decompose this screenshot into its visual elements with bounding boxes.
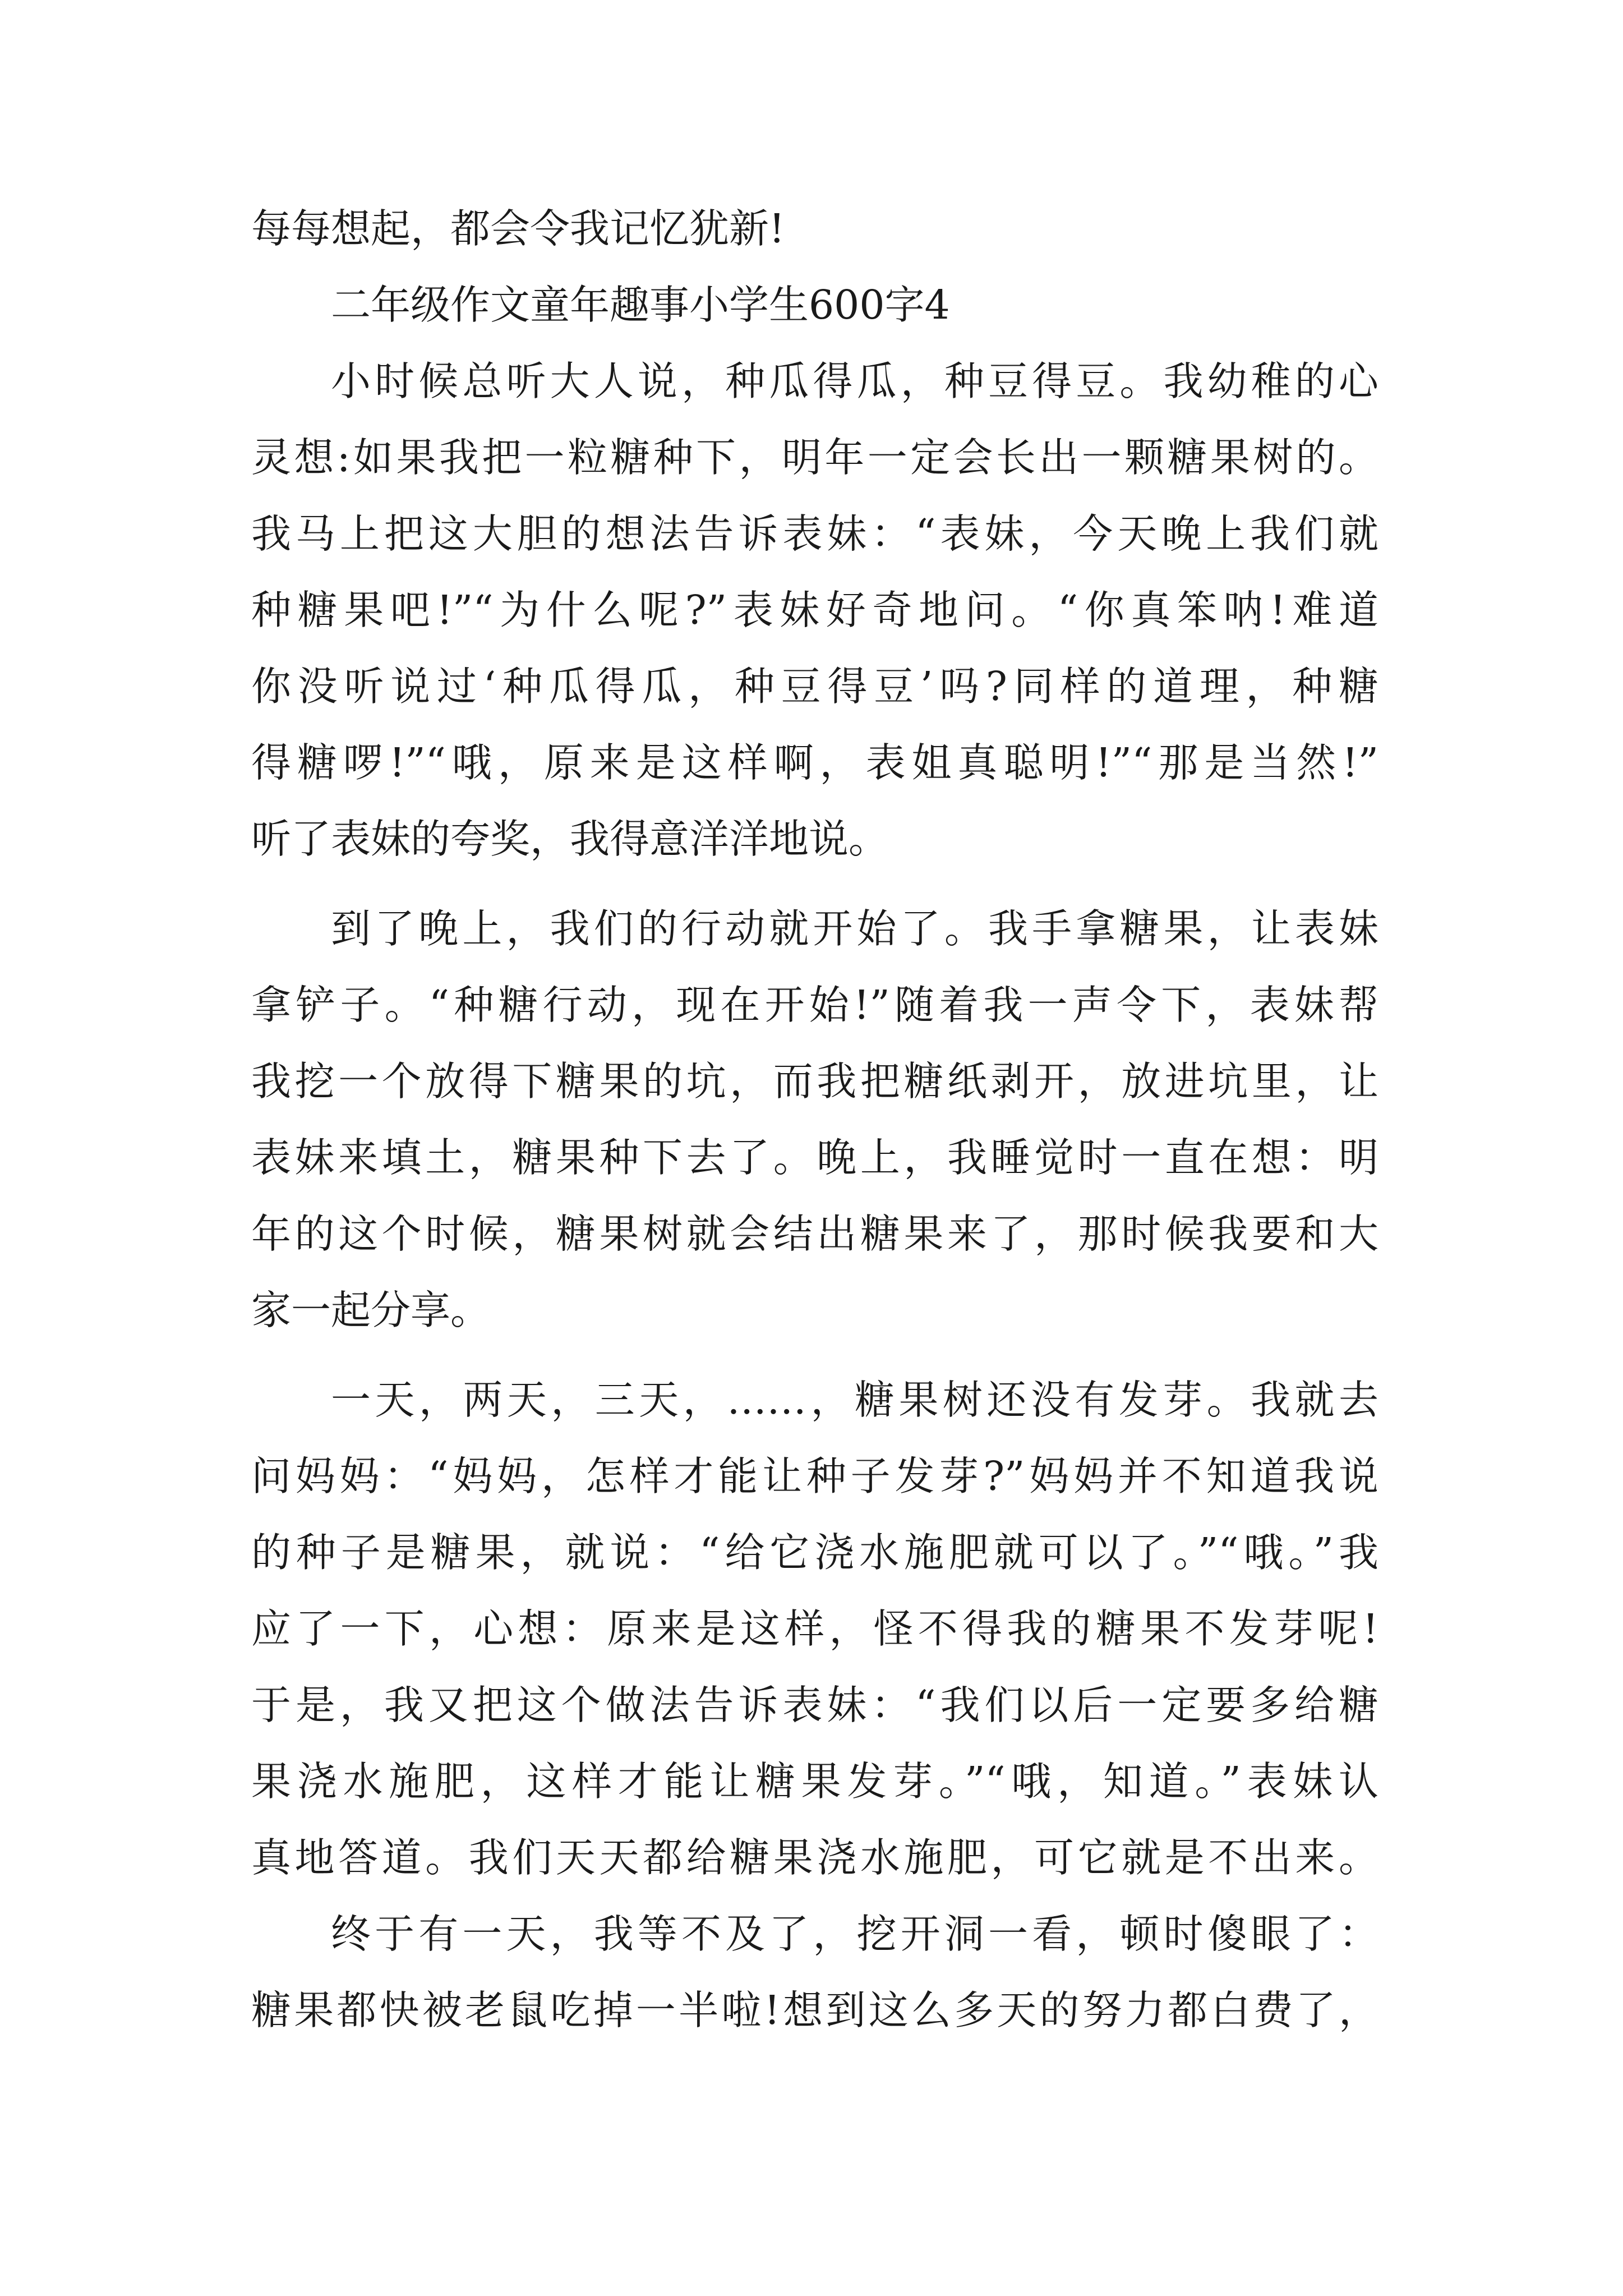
text-line: 你没听说过‘种瓜得瓜，种豆得豆’吗?同样的道理，种糖 bbox=[251, 663, 1378, 710]
text-line: 的种子是糖果，就说：“给它浇水施肥就可以了。”“哦。”我 bbox=[251, 1529, 1378, 1576]
text-line: 我挖一个放得下糖果的坑，而我把糖纸剥开，放进坑里，让 bbox=[251, 1058, 1378, 1105]
text-line: 每每想起，都会令我记忆犹新! bbox=[251, 205, 785, 252]
text-line: 拿铲子。“种糖行动，现在开始!”随着我一声令下，表妹帮 bbox=[251, 982, 1378, 1028]
text-line: 年的这个时候，糖果树就会结出糖果来了，那时候我要和大 bbox=[251, 1211, 1378, 1257]
text-line: 我马上把这大胆的想法告诉表妹：“表妹，今天晚上我们就 bbox=[251, 510, 1378, 557]
text-line: 终于有一天，我等不及了，挖开洞一看，顿时傻眼了： bbox=[331, 1911, 1378, 1957]
text-line: 糖果都快被老鼠吃掉一半啦!想到这么多天的努力都白费了， bbox=[251, 1987, 1378, 2033]
text-line: 听了表妹的夸奖，我得意洋洋地说。 bbox=[251, 816, 889, 862]
text-line: 灵想:如果我把一粒糖种下，明年一定会长出一颗糖果树的。 bbox=[251, 434, 1378, 481]
paragraph-gap bbox=[251, 877, 1378, 891]
paragraph-gap bbox=[251, 1349, 1378, 1362]
text-line: 应了一下，心想：原来是这样，怪不得我的糖果不发芽呢! bbox=[251, 1605, 1378, 1652]
text-line: 到了晚上，我们的行动就开始了。我手拿糖果，让表妹 bbox=[331, 905, 1378, 952]
text-line: 问妈妈：“妈妈，怎样才能让种子发芽?”妈妈并不知道我说 bbox=[251, 1453, 1378, 1499]
text-line: 于是，我又把这个做法告诉表妹：“我们以后一定要多给糖 bbox=[251, 1682, 1378, 1728]
text-line: 表妹来填土，糖果种下去了。晚上，我睡觉时一直在想：明 bbox=[251, 1134, 1378, 1181]
text-line: 真地答道。我们天天都给糖果浇水施肥，可它就是不出来。 bbox=[251, 1834, 1378, 1881]
text-line: 果浇水施肥，这样才能让糖果发芽。”“哦，知道。”表妹认 bbox=[251, 1758, 1378, 1805]
text-line: 一天，两天，三天，……，糖果树还没有发芽。我就去 bbox=[331, 1377, 1378, 1423]
text-line: 小时候总听大人说，种瓜得瓜，种豆得豆。我幼稚的心 bbox=[331, 358, 1378, 404]
text-line: 家一起分享。 bbox=[251, 1287, 491, 1333]
text-line: 得糖啰!”“哦，原来是这样啊，表姐真聪明!”“那是当然!” bbox=[251, 739, 1378, 786]
text-line: 种糖果吧!”“为什么呢?”表妹好奇地问。“你真笨呐!难道 bbox=[251, 587, 1378, 633]
article-title: 二年级作文童年趣事小学生600字4 bbox=[331, 282, 950, 328]
article-body bbox=[251, 191, 1378, 2049]
